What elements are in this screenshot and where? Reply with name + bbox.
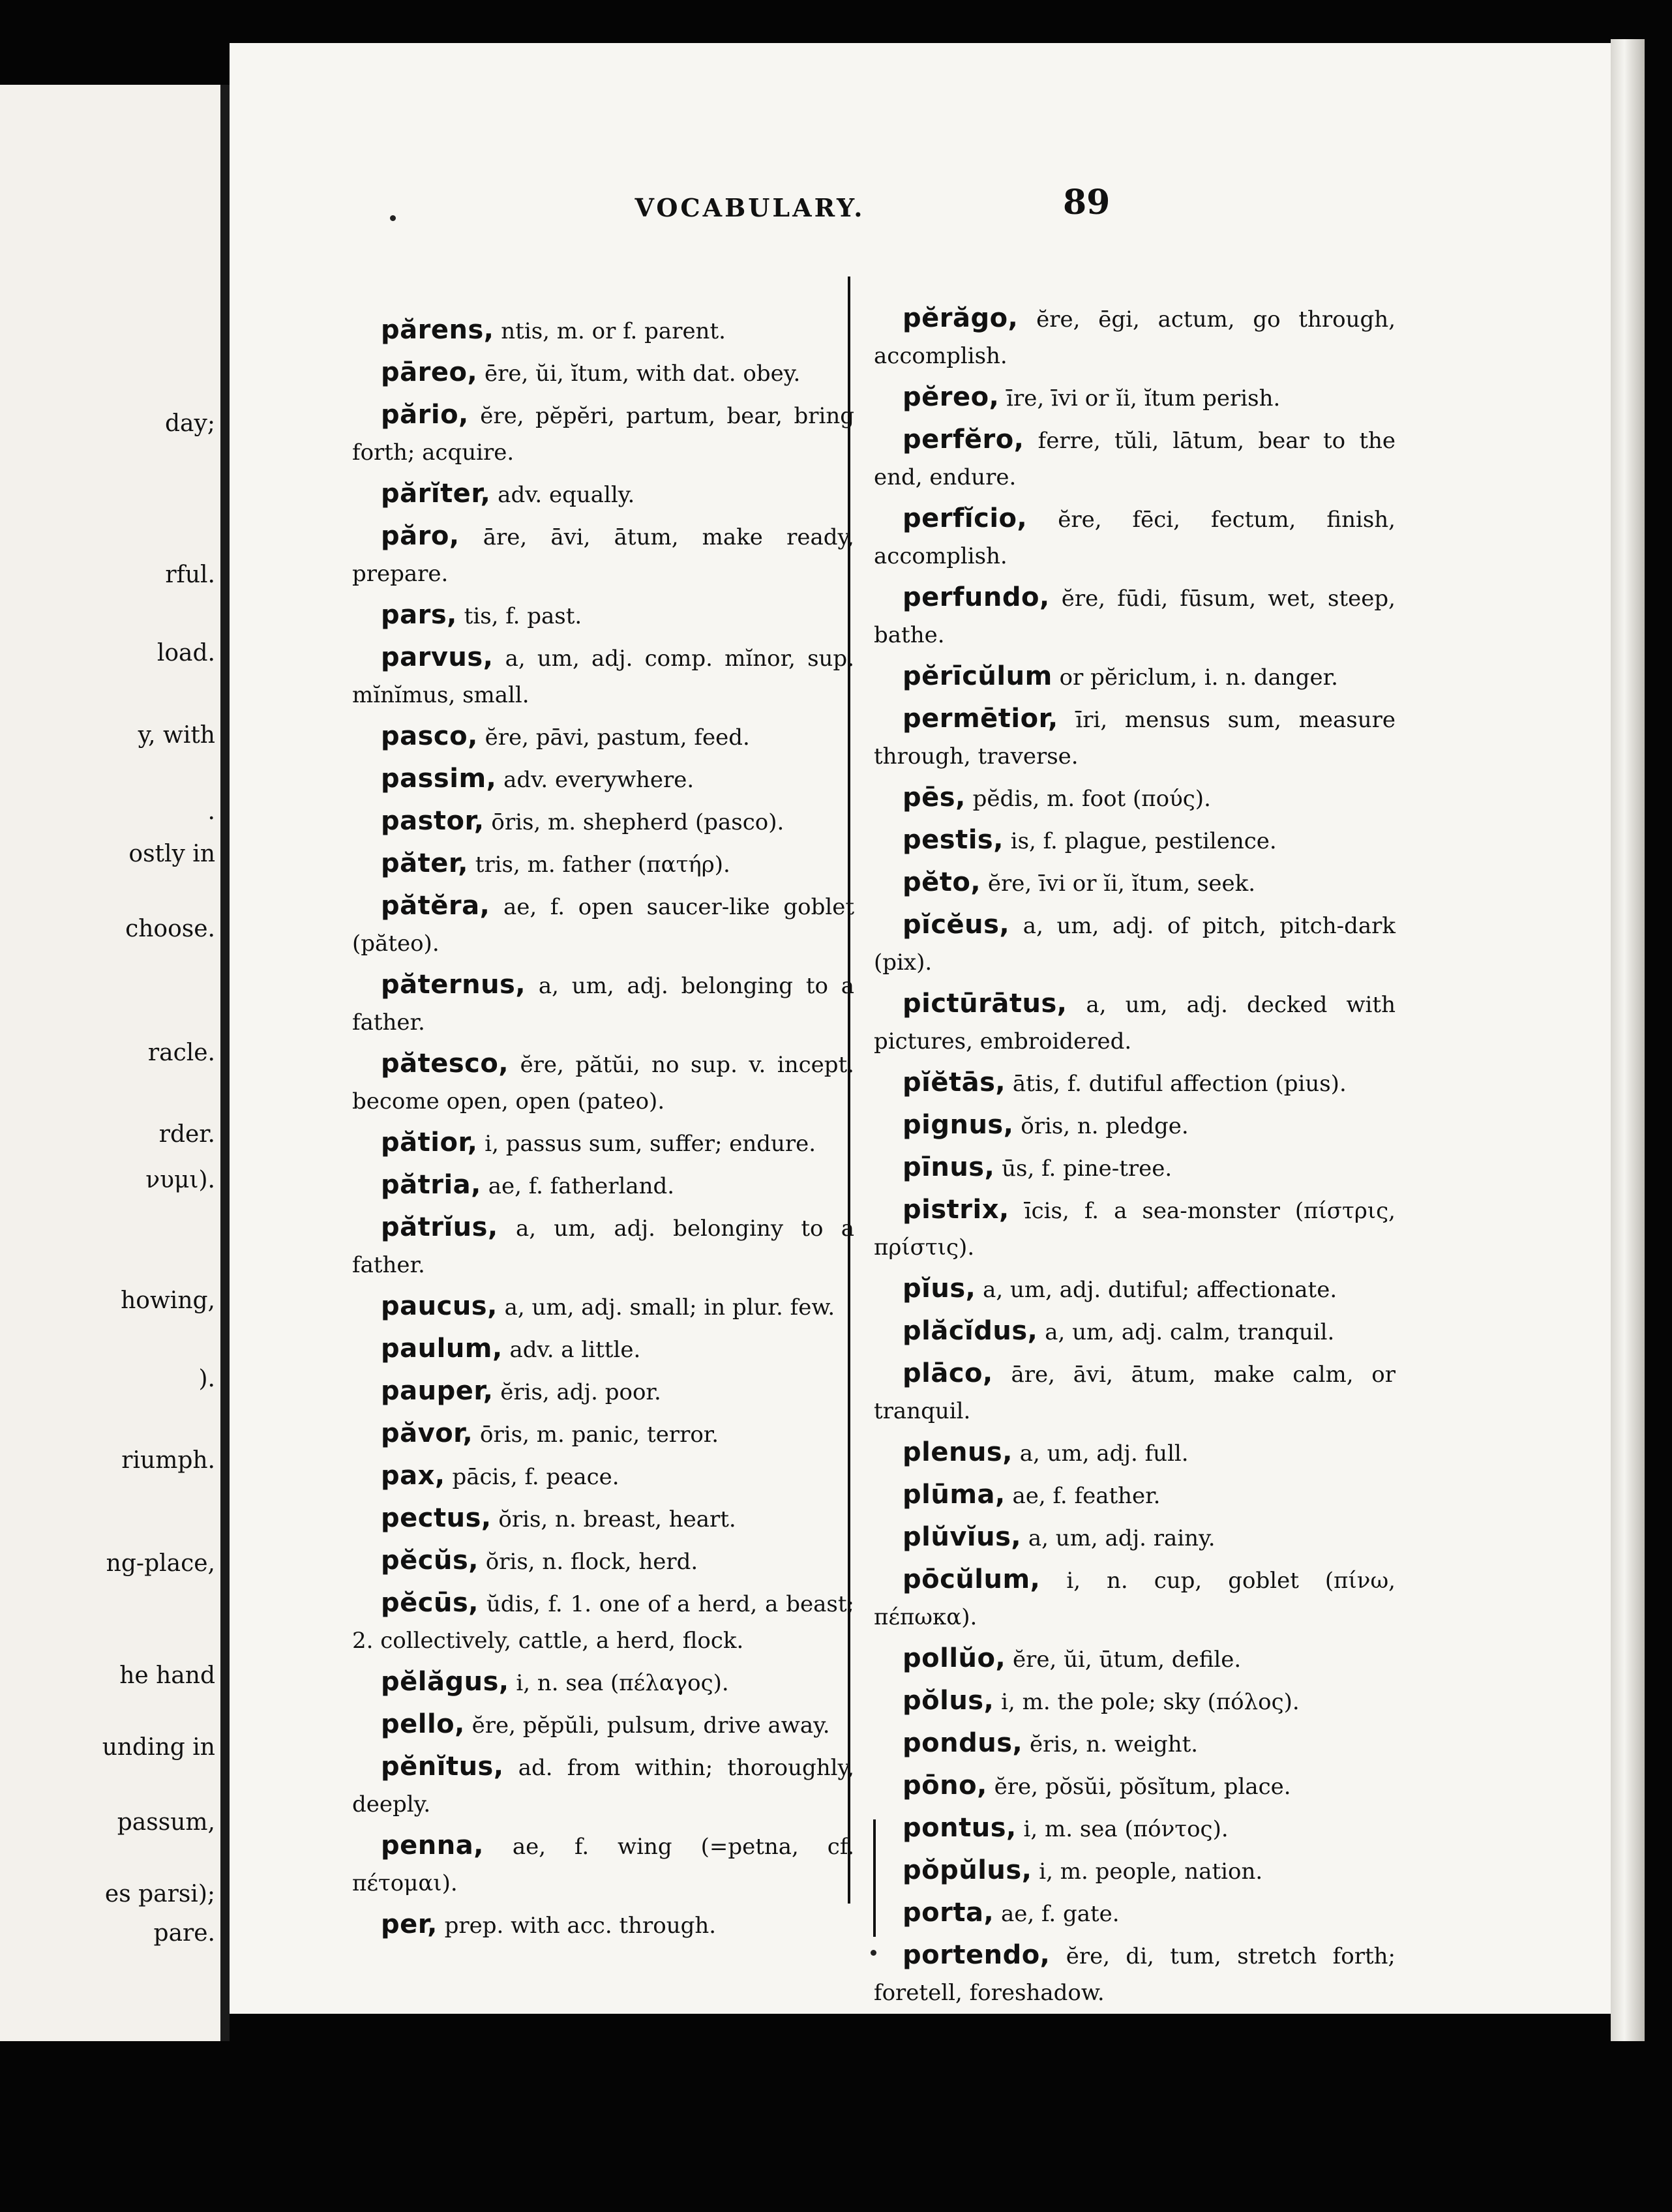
vocabulary-entry xyxy=(352,1167,854,1204)
vocabulary-entry xyxy=(352,396,854,471)
left-page-fragment: rful. xyxy=(165,561,215,588)
entry-definition: ŭdis, f. 1. one of a herd, a beast; 2. collectively, cattle, a herd, flock. xyxy=(352,1591,854,1654)
entry-headword: pello, xyxy=(381,1709,465,1739)
entry-headword: pontus, xyxy=(903,1813,1017,1843)
left-page xyxy=(0,85,230,2041)
vocabulary-entry xyxy=(874,1191,1396,1266)
page-number: 89 xyxy=(1063,183,1111,222)
vocabulary-entry xyxy=(352,1664,854,1701)
entry-definition: ĕre, pŏsŭi, pŏsĭtum, place. xyxy=(994,1774,1291,1800)
entry-definition: ātis, f. dutiful affection (pius). xyxy=(1012,1071,1347,1097)
vocabulary-entry xyxy=(874,1561,1396,1636)
entry-headword: pĕrīcŭlum xyxy=(903,661,1052,691)
entry-headword: perfĭcio, xyxy=(903,503,1028,533)
left-page-fragment: y, with xyxy=(138,722,215,749)
vocabulary-entry xyxy=(352,966,854,1041)
entry-definition: ŏris, n. pledge. xyxy=(1021,1113,1189,1139)
vocabulary-entry xyxy=(352,312,854,350)
entry-definition: ŏris, n. breast, heart. xyxy=(498,1506,736,1532)
vocabulary-entry xyxy=(352,1330,854,1368)
entry-definition: ĕre, fūdi, fūsum, wet, steep, bathe. xyxy=(874,586,1396,648)
vocabulary-entry xyxy=(874,1434,1396,1472)
entry-definition: a, um, adj. full. xyxy=(1019,1441,1189,1467)
entry-headword: pŏlus, xyxy=(903,1686,994,1716)
entry-definition: a, um, adj. of pitch, pitch-dark (pix). xyxy=(874,913,1396,976)
left-page-fragment: ng-place, xyxy=(106,1550,215,1577)
vocabulary-entry xyxy=(352,845,854,883)
binding-gutter xyxy=(220,85,230,2041)
vocabulary-column-left xyxy=(352,312,854,1949)
entry-definition: ae, f. fatherland. xyxy=(488,1173,675,1199)
entry-definition: a, um, adj. small; in plur. few. xyxy=(504,1294,835,1321)
entry-headword: portendo, xyxy=(903,1940,1051,1970)
vocabulary-entry xyxy=(874,1810,1396,1847)
entry-headword: per, xyxy=(381,1909,438,1939)
entry-definition: ĕris, n. weight. xyxy=(1030,1731,1199,1757)
left-page-fragment: passum, xyxy=(117,1809,215,1836)
entry-headword: pēs, xyxy=(903,783,966,813)
vocabulary-entry xyxy=(352,1827,854,1902)
entry-definition: a, um, adj. rainy. xyxy=(1028,1525,1216,1551)
entry-definition: adv. equally. xyxy=(498,482,635,508)
entry-headword: pĕto, xyxy=(903,867,981,897)
entry-definition: ĕre, pătŭi, no sup. v. incept. become open, open (pateo). xyxy=(352,1052,854,1114)
entry-headword: paucus, xyxy=(381,1291,498,1321)
vocabulary-entry xyxy=(874,300,1396,374)
vocabulary-entry xyxy=(352,1124,854,1162)
entry-headword: păternus, xyxy=(381,970,526,1000)
vocabulary-entry xyxy=(352,354,854,392)
entry-headword: passim, xyxy=(381,764,497,794)
entry-headword: pătria, xyxy=(381,1170,481,1200)
entry-headword: pax, xyxy=(381,1461,445,1491)
entry-headword: pĕlăgus, xyxy=(381,1667,509,1697)
left-page-fragment: riumph. xyxy=(121,1447,215,1474)
entry-headword: pectus, xyxy=(381,1503,492,1533)
vocabulary-entry xyxy=(352,1373,854,1411)
entry-definition: ae, f. wing (=petna, cf. πέτομαι). xyxy=(352,1834,855,1896)
vocabulary-entry xyxy=(352,1209,854,1283)
vocabulary-entry xyxy=(874,1149,1396,1187)
left-page-fragment: load. xyxy=(157,640,215,666)
vocabulary-entry xyxy=(874,1937,1396,2011)
entry-definition: i, passus sum, suffer; endure. xyxy=(485,1131,816,1157)
left-page-fragment: . xyxy=(207,798,215,825)
entry-headword: părio, xyxy=(381,400,469,430)
vocabulary-entry xyxy=(352,1415,854,1453)
entry-headword: pĭĕtās, xyxy=(903,1068,1006,1098)
entry-headword: pătesco, xyxy=(381,1049,509,1079)
left-page-fragment: ). xyxy=(198,1366,215,1392)
entry-definition: ae, f. open saucer-like goblet (păteo). xyxy=(352,894,854,957)
entry-headword: pĭcĕus, xyxy=(903,910,1010,940)
entry-definition: ĕre, pĕpŭli, pulsum, drive away. xyxy=(471,1712,830,1739)
entry-headword: plenus, xyxy=(903,1437,1013,1467)
entry-definition: ōris, m. panic, terror. xyxy=(480,1422,719,1448)
entry-definition: ĕre, fēci, fectum, finish, accomplish. xyxy=(874,507,1396,569)
entry-headword: plūma, xyxy=(903,1480,1006,1510)
entry-headword: pĭus, xyxy=(903,1274,976,1304)
entry-definition: a, um, adj. calm, tranquil. xyxy=(1045,1319,1335,1345)
vocabulary-entry xyxy=(352,1045,854,1120)
entry-definition: āre, āvi, ātum, make ready, prepare. xyxy=(352,524,854,587)
entry-definition: i, m. the pole; sky (πόλος). xyxy=(1001,1689,1300,1715)
entry-headword: pollŭo, xyxy=(903,1643,1006,1673)
vocabulary-entry xyxy=(874,985,1396,1060)
entry-headword: pōno, xyxy=(903,1771,987,1801)
vocabulary-entry xyxy=(874,500,1396,575)
vocabulary-entry xyxy=(352,597,854,635)
ink-speck xyxy=(871,1950,876,1956)
entry-definition: i, n. sea (πέλαγος). xyxy=(516,1670,729,1696)
vocabulary-entry xyxy=(352,888,854,962)
entry-definition: ĕre, di, tum, stretch forth; foretell, foreshadow. xyxy=(874,1943,1396,2006)
vocabulary-entry xyxy=(874,779,1396,817)
entry-headword: pignus, xyxy=(903,1110,1014,1140)
vocabulary-entry xyxy=(874,421,1396,496)
vocabulary-entry xyxy=(352,518,854,592)
vocabulary-entry xyxy=(874,1313,1396,1351)
entry-headword: perfundo, xyxy=(903,582,1050,612)
vocabulary-entry xyxy=(352,1706,854,1744)
entry-definition: ĕre, pĕpĕri, partum, bear, bring forth; acquire. xyxy=(352,403,855,466)
entry-definition: adv. a little. xyxy=(509,1337,641,1363)
entry-headword: pastor, xyxy=(381,806,485,836)
vocabulary-entry xyxy=(874,379,1396,417)
entry-definition: tis, f. past. xyxy=(464,603,582,629)
left-page-fragment: howing, xyxy=(121,1287,215,1314)
vocabulary-entry xyxy=(874,1270,1396,1308)
left-page-fragment: choose. xyxy=(125,916,215,942)
entry-headword: pauper, xyxy=(381,1376,494,1406)
left-page-fragment: pare. xyxy=(153,1920,215,1947)
entry-definition: ĕre, ŭi, ūtum, defile. xyxy=(1013,1647,1242,1673)
entry-definition: a, um, adj. decked with pictures, embroidered. xyxy=(874,992,1396,1054)
vocabulary-entry xyxy=(874,1064,1396,1102)
vocabulary-entry xyxy=(874,658,1396,696)
entry-definition: i, m. sea (πόντος). xyxy=(1023,1816,1229,1842)
vocabulary-entry xyxy=(874,1107,1396,1144)
left-page-fragment: νυμι). xyxy=(145,1167,215,1193)
entry-headword: porta, xyxy=(903,1898,994,1928)
entry-headword: plŭvĭus, xyxy=(903,1522,1022,1552)
vocabulary-entry xyxy=(352,1906,854,1944)
vocabulary-entry xyxy=(874,864,1396,902)
entry-headword: pictūrātus, xyxy=(903,989,1067,1019)
entry-definition: i, n. cup, goblet (πίνω, πέπωκα). xyxy=(874,1568,1396,1630)
entry-headword: pondus, xyxy=(903,1728,1023,1758)
vocabulary-entry xyxy=(874,1852,1396,1890)
vocabulary-entry xyxy=(874,1725,1396,1763)
entry-definition: a, um, adj. belonginy to a father. xyxy=(352,1216,854,1278)
vocabulary-entry xyxy=(352,803,854,841)
entry-definition: pācis, f. peace. xyxy=(452,1464,620,1490)
entry-headword: pĕreo, xyxy=(903,382,1000,412)
entry-headword: pīnus, xyxy=(903,1152,995,1182)
entry-headword: pĕrăgo, xyxy=(903,303,1019,333)
entry-headword: perfĕro, xyxy=(903,425,1024,455)
vocabulary-entry xyxy=(352,639,854,713)
left-page-fragment: ostly in xyxy=(128,841,215,867)
entry-headword: permētior, xyxy=(903,704,1058,734)
vocabulary-entry xyxy=(352,1748,854,1823)
page-header-title: VOCABULARY. xyxy=(634,193,865,222)
entry-definition: ēre, ŭi, ĭtum, with dat. obey. xyxy=(484,361,801,387)
vocabulary-entry xyxy=(874,1476,1396,1514)
entry-definition: ae, f. feather. xyxy=(1012,1483,1161,1509)
vocabulary-entry xyxy=(874,1682,1396,1720)
entry-definition: a, um, adj. dutiful; affectionate. xyxy=(983,1277,1337,1303)
vocabulary-entry xyxy=(874,1355,1396,1429)
entry-definition: a, um, adj. comp. mĭnor, sup. mĭnĭmus, small. xyxy=(352,646,855,708)
entry-definition: i, m. people, nation. xyxy=(1039,1859,1263,1885)
entry-headword: pestis, xyxy=(903,825,1004,855)
left-page-fragment: es parsi); xyxy=(104,1881,215,1907)
entry-definition: ĕre, īvi or ĭi, ĭtum, seek. xyxy=(987,871,1256,897)
vocabulary-entry xyxy=(352,718,854,756)
entry-definition: pĕdis, m. foot (πούς). xyxy=(972,786,1211,812)
entry-definition: āre, āvi, ātum, make calm, or tranquil. xyxy=(874,1362,1396,1424)
entry-definition: prep. with acc. through. xyxy=(444,1913,717,1939)
entry-headword: pāreo, xyxy=(381,357,478,387)
vocabulary-entry xyxy=(352,1457,854,1495)
entry-definition: a, um, adj. belonging to a father. xyxy=(352,973,855,1036)
left-page-fragment: racle. xyxy=(147,1039,215,1066)
vocabulary-column-right xyxy=(874,300,1396,2016)
entry-definition: ae, f. gate. xyxy=(1000,1901,1120,1927)
vocabulary-entry xyxy=(874,1767,1396,1805)
entry-headword: pătior, xyxy=(381,1128,478,1158)
entry-headword: paulum, xyxy=(381,1334,503,1364)
entry-headword: păter, xyxy=(381,848,468,878)
entry-headword: pĕnĭtus, xyxy=(381,1752,504,1782)
entry-headword: păro, xyxy=(381,521,460,551)
vocabulary-entry xyxy=(874,1519,1396,1557)
page-edge xyxy=(1611,39,1645,2041)
entry-headword: pars, xyxy=(381,600,457,630)
entry-headword: parvus, xyxy=(381,642,494,672)
entry-headword: plăcĭdus, xyxy=(903,1316,1038,1346)
vocabulary-entry xyxy=(352,1542,854,1580)
vocabulary-entry xyxy=(352,475,854,513)
vocabulary-entry xyxy=(874,822,1396,859)
entry-headword: pistrix, xyxy=(903,1195,1009,1225)
left-page-fragment: he hand xyxy=(119,1662,215,1689)
left-page-fragment: unding in xyxy=(102,1734,215,1761)
left-page-fragment: day; xyxy=(165,410,215,437)
entry-definition: ferre, tŭli, lātum, bear to the end, endure. xyxy=(874,428,1396,490)
entry-definition: īri, mensus sum, measure through, traverse. xyxy=(874,707,1396,770)
vocabulary-entry xyxy=(352,760,854,798)
entry-definition: ĕre, ēgi, actum, go through, accomplish. xyxy=(874,306,1396,369)
vocabulary-entry xyxy=(874,700,1396,775)
entry-headword: pătĕra, xyxy=(381,891,490,921)
vocabulary-entry xyxy=(874,579,1396,653)
entry-headword: penna, xyxy=(381,1831,484,1861)
entry-definition: ĕre, pāvi, pastum, feed. xyxy=(485,725,750,751)
entry-headword: părĭter, xyxy=(381,479,491,509)
entry-headword: pōcŭlum, xyxy=(903,1564,1041,1594)
entry-definition: ōris, m. shepherd (pasco). xyxy=(491,809,784,835)
entry-headword: păvor, xyxy=(381,1418,473,1448)
entry-definition: ad. from within; thoroughly, deeply. xyxy=(352,1755,855,1817)
entry-headword: pasco, xyxy=(381,721,478,751)
vocabulary-entry xyxy=(352,1585,854,1659)
left-page-fragment: rder. xyxy=(158,1121,215,1148)
entry-definition: ĕris, adj. poor. xyxy=(500,1379,661,1405)
entry-headword: pŏpŭlus, xyxy=(903,1855,1032,1885)
entry-definition: īcis, f. a sea-monster (πίστρις, πρίστις). xyxy=(874,1198,1396,1261)
vocabulary-entry xyxy=(352,1500,854,1538)
entry-definition: tris, m. father (πατήρ). xyxy=(475,852,730,878)
ink-speck xyxy=(390,215,396,221)
entry-definition: ūs, f. pine-tree. xyxy=(1002,1156,1172,1182)
entry-headword: pătrĭus, xyxy=(381,1212,498,1242)
entry-headword: pĕcŭs, xyxy=(381,1546,479,1576)
entry-definition: or pĕriclum, i. n. danger. xyxy=(1059,665,1338,691)
entry-headword: pĕcūs, xyxy=(381,1588,479,1618)
vocabulary-entry xyxy=(352,1288,854,1326)
entry-definition: ŏris, n. flock, herd. xyxy=(485,1549,698,1575)
vocabulary-entry xyxy=(874,906,1396,981)
entry-headword: plāco, xyxy=(903,1358,993,1388)
entry-definition: ntis, m. or f. parent. xyxy=(501,318,726,344)
vocabulary-entry xyxy=(874,1894,1396,1932)
vocabulary-entry xyxy=(874,1640,1396,1678)
entry-headword: părens, xyxy=(381,315,494,345)
entry-definition: is, f. plague, pestilence. xyxy=(1010,828,1277,854)
entry-definition: īre, īvi or ĭi, ĭtum perish. xyxy=(1006,385,1281,411)
entry-definition: adv. everywhere. xyxy=(503,767,694,793)
